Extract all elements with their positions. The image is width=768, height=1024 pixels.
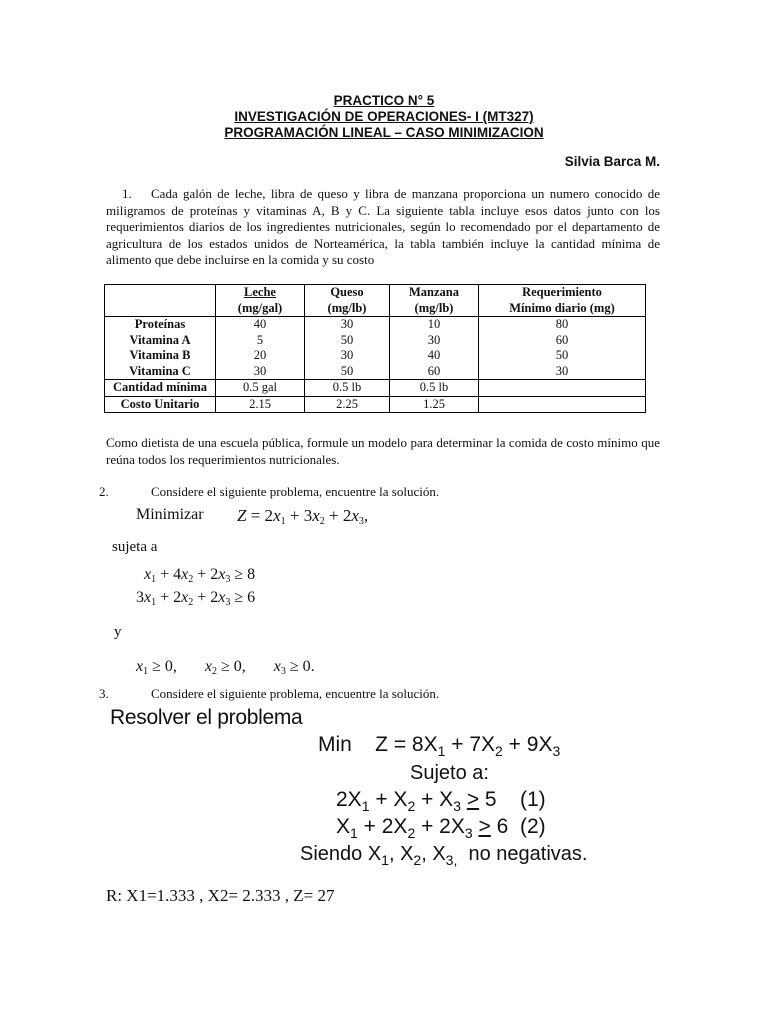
and-label: y bbox=[114, 624, 122, 640]
table-cell: 2.15 bbox=[216, 396, 305, 413]
course-title: INVESTIGACIÓN DE OPERACIONES- I (MT327) bbox=[234, 109, 534, 124]
row-label: Costo Unitario bbox=[105, 396, 216, 413]
problem-2-constraint-2: $3x_1 + 2x_2 + 2x_3 \ge 6$ bbox=[136, 589, 256, 608]
table-cell: 40 bbox=[390, 348, 479, 364]
table-cell: 20 bbox=[216, 348, 305, 364]
table-corner-cell bbox=[105, 285, 216, 317]
minimize-label: Minimizar bbox=[136, 506, 204, 523]
header-req-name: Requerimiento bbox=[522, 285, 602, 299]
table-row bbox=[105, 333, 646, 349]
table-cell: 80 bbox=[479, 317, 646, 333]
topic-title: PROGRAMACIÓN LINEAL – CASO MINIMIZACION bbox=[224, 125, 544, 140]
header-leche-name: Leche bbox=[244, 285, 276, 299]
header-queso-name: Queso bbox=[330, 285, 364, 299]
problem-3-nonnegativity: Siendo $X_1$, $X_2$, $X_{3,}$ no negativas. bbox=[300, 843, 588, 868]
table-header-row bbox=[105, 285, 646, 317]
table-cell bbox=[479, 396, 646, 413]
table-cell: 0.5 lb bbox=[390, 380, 479, 397]
table-cell: 30 bbox=[479, 364, 646, 380]
table-cell: 50 bbox=[305, 333, 390, 349]
table-cell: 60 bbox=[479, 333, 646, 349]
table-cell: 0.5 gal bbox=[216, 380, 305, 397]
row-label: Vitamina A bbox=[105, 333, 216, 349]
header-req-unit: Mínimo diario (mg) bbox=[509, 300, 615, 315]
problem-2-constraint-1: $x_1 + 4x_2 + 2x_3 \ge 8$ bbox=[144, 566, 256, 585]
table-cell: 10 bbox=[390, 317, 479, 333]
table-header-manzana bbox=[390, 285, 479, 317]
problem-3-heading: Resolver el problema bbox=[110, 706, 303, 729]
problem-3-answer: R: X1=1.333 , X2= 2.333 , Z= 27 bbox=[106, 886, 335, 905]
problem-2-objective: $Z = 2x_1 + 3x_2 + 2x_3$, bbox=[237, 506, 369, 527]
problem-2-nonnegativity: $x_1 \ge 0$, $x_2 \ge 0$, $x_3 \ge 0$. bbox=[136, 658, 315, 677]
table-header-queso bbox=[305, 285, 390, 317]
table-row bbox=[105, 380, 646, 397]
problem-3-subject-label: Sujeto a: bbox=[410, 762, 489, 784]
row-label: Vitamina B bbox=[105, 348, 216, 364]
problem-2-number: 2. bbox=[99, 484, 109, 499]
table-cell: 50 bbox=[305, 364, 390, 380]
problem-3-text: Considere el siguiente problema, encuentre la solución. bbox=[151, 686, 440, 701]
header-manzana-name: Manzana bbox=[409, 285, 459, 299]
row-label: Proteínas bbox=[105, 317, 216, 333]
table-cell: 30 bbox=[305, 317, 390, 333]
problem-1-text: Cada galón de leche, libra de queso y libra de manzana proporciona un numero conocido de miligramos de proteínas y vitaminas A, B y C. La siguiente tabla incluye esos datos junto con los requerimientos diarios de los ingredientes nutricionales, según lo recomendado por el departamento de agricultura de los estados unidos de Norteamérica, la tabla también incluye la cantidad mínima de alimento que debe incluirse en la comida y su costo bbox=[106, 186, 660, 267]
table-cell: 5 bbox=[216, 333, 305, 349]
table-cell: 30 bbox=[305, 348, 390, 364]
header-leche-unit: (mg/gal) bbox=[237, 300, 283, 315]
problem-1-number: 1. bbox=[122, 186, 132, 201]
table-cell: 30 bbox=[216, 364, 305, 380]
table-cell: 1.25 bbox=[390, 396, 479, 413]
table-cell: 30 bbox=[390, 333, 479, 349]
page-title: PRACTICO N° 5 bbox=[333, 93, 435, 108]
problem-2-text: Considere el siguiente problema, encuentre la solución. bbox=[151, 484, 440, 499]
problem-3-objective: Min $Z = 8X_1 + 7X_2 + 9X_3$ bbox=[318, 733, 561, 759]
table-header-requerimiento bbox=[479, 285, 646, 317]
table-row bbox=[105, 396, 646, 413]
table-cell: 0.5 lb bbox=[305, 380, 390, 397]
row-label: Vitamina C bbox=[105, 364, 216, 380]
row-label: Cantidad mínima bbox=[105, 380, 216, 397]
problem-3-constraint-2: $X_1 + 2X_2 + 2X_3 > 6$ (2) bbox=[336, 815, 546, 841]
table-cell bbox=[479, 380, 646, 397]
nutrition-table bbox=[104, 284, 646, 413]
table-header-leche bbox=[216, 285, 305, 317]
table-row bbox=[105, 364, 646, 380]
problem-3-number: 3. bbox=[99, 686, 109, 701]
header-queso-unit: (mg/lb) bbox=[327, 300, 367, 315]
table-cell: 40 bbox=[216, 317, 305, 333]
problem-3-constraint-1: $2X_1 + X_2 + X_3 > 5$ (1) bbox=[336, 788, 546, 814]
table-row bbox=[105, 348, 646, 364]
problem-1-task: Como dietista de una escuela pública, formule un modelo para determinar la comida de costo mínimo que reúna todos los requerimientos nutricionales. bbox=[106, 435, 660, 467]
header-manzana-unit: (mg/lb) bbox=[414, 300, 454, 315]
subject-to-label: sujeta a bbox=[112, 539, 158, 555]
table-row bbox=[105, 317, 646, 333]
table-cell: 50 bbox=[479, 348, 646, 364]
table-cell: 60 bbox=[390, 364, 479, 380]
table-cell: 2.25 bbox=[305, 396, 390, 413]
author-name: Silvia Barca M. bbox=[564, 154, 660, 169]
